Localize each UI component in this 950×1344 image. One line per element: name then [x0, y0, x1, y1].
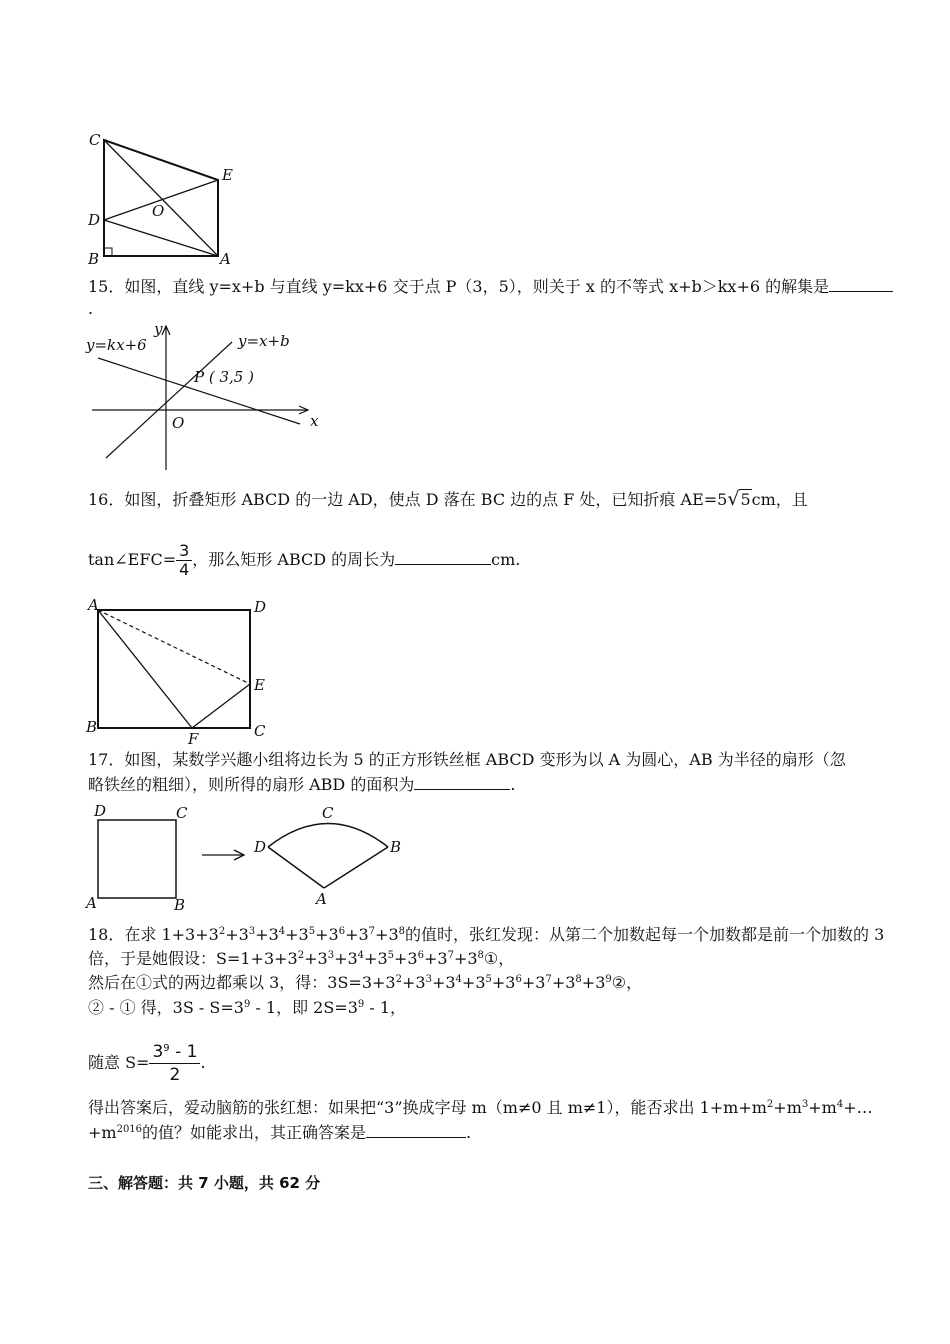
question-18-line4: ② - ① 得，$3S - S=3^9 - 1$，即 $2S=3^9 - 1$， [88, 998, 407, 1017]
q16-sqrt-radicand: 5 [740, 490, 751, 509]
q18-line6: 得出答案后，爱动脑筋的张红想：如果把“3”换成字母 m（m≠0 且 m≠1），能否求出 1+m+m [88, 1098, 767, 1117]
q16-unit: cm. [491, 550, 521, 569]
q18-fraction [149, 1041, 200, 1086]
question-18-line7 [88, 1122, 471, 1144]
fig16-label-f: F [188, 730, 199, 746]
q16-frac-den: 4 [179, 560, 190, 579]
q18-line3: 然后在①式的两边都乘以 3，得：3S=3+3 [88, 973, 396, 992]
q16-text-b: cm，且 [751, 490, 808, 509]
fig15-label-point: P ( 3,5 ) [194, 368, 254, 386]
fig14-label-a: A [220, 250, 231, 268]
q18-frac-den: 2 [169, 1065, 181, 1085]
q18-frac-num: $3^9 - 1$ [149, 1041, 200, 1064]
fig16-label-c: C [254, 722, 266, 740]
question-18-line3: 然后在①式的两边都乘以 3，得：$3S=3+3^2+3^3+3^4+3^5+3^6+3^7+3^8+3^9②$， [88, 973, 643, 992]
q18-end: . [466, 1123, 472, 1142]
q18-line7-b: 的值？如能求出，其正确答案是 [142, 1123, 367, 1142]
question-16-line1 [88, 488, 808, 511]
q15-text: 15．如图，直线 y=x+b 与直线 y=kx+6 交于点 P（3，5），则关于 x 的不等式 x+b＞kx+6 的解集是 [88, 277, 830, 296]
fig17-label-a: A [86, 894, 97, 912]
fig17-label-d2: D [254, 838, 267, 856]
q17-text: 略铁丝的粗细），则所得的扇形 ABD 的面积为 [88, 775, 415, 794]
question-18-line2: 倍，于是她假设：$S=1+3+3^2+3^3+3^4+3^5+3^6+3^7+3^8①$， [88, 949, 515, 968]
q16-text-c: ，那么矩形 ABCD 的周长为 [192, 550, 396, 569]
q18-answer-blank [366, 1123, 466, 1138]
q16-tan-label: tan∠EFC= [88, 550, 177, 569]
q15-end: . [88, 299, 94, 318]
fig17-label-c: C [176, 804, 188, 822]
fig17-label-c2: C [322, 804, 334, 822]
question-17-line2 [88, 774, 515, 796]
q16-frac-num: 3 [176, 542, 192, 561]
fig16-label-b: B [86, 718, 98, 736]
fig14-label-o: O [152, 202, 165, 220]
fig14-label-b: B [88, 250, 100, 268]
figure-q17 [84, 800, 414, 912]
fig14-label-d: D [88, 211, 101, 229]
question-18-line5: 随意 S= $\frac{3^9 - 1}{2}$ . [88, 1042, 206, 1085]
fig17-label-a2: A [316, 890, 327, 908]
fig15-label-y: y [154, 320, 163, 338]
q16-answer-blank [395, 550, 491, 565]
fig15-label-line1: y=kx+6 [86, 336, 147, 354]
fig14-label-c: C [89, 131, 101, 149]
fig16-label-d: D [254, 598, 267, 616]
q15-answer-blank [829, 277, 893, 292]
q17-end: . [510, 775, 516, 794]
fig15-label-o: O [172, 414, 185, 432]
figure-q14 [80, 128, 250, 268]
q18-line7-a: +m [88, 1123, 117, 1142]
question-15 [88, 276, 893, 298]
q18-line4-a: ② - ① 得，3S - S=3 [88, 998, 244, 1017]
fig17-label-d: D [94, 802, 107, 820]
fig14-label-e: E [222, 166, 233, 184]
figure-q15 [84, 320, 334, 472]
q17-answer-blank [414, 775, 510, 790]
figure-q16 [84, 598, 274, 746]
q18-line5: 随意 S= [88, 1053, 150, 1072]
fig15-label-line2: y=x+b [238, 332, 290, 350]
question-18-line1: 18．在求 $1+3+3^2+3^3+3^4+3^5+3^6+3^7+3^8$的值时，张红发现：从第二个加数起每一个加数都是前一个加数的 3 [88, 925, 885, 944]
section-3-heading: 三、解答题：共 7 小题，共 62 分 [88, 1174, 321, 1192]
question-16-line2 [88, 540, 520, 580]
q16-text-a: 16．如图，折叠矩形 ABCD 的一边 AD，使点 D 落在 BC 边的点 F 处，已知折痕 AE=5 [88, 490, 728, 509]
question-18-line6: 得出答案后，爱动脑筋的张红想：如果把“3”换成字母 m（m≠0 且 m≠1），能否求出 $1+m+m^2+m^3+m^4+\dots$ [88, 1098, 873, 1117]
q18-line1-prefix: 18．在求 1+3+3 [88, 925, 219, 944]
fig17-label-b2: B [390, 838, 402, 856]
q16-fraction [176, 542, 192, 579]
q18-line1-mid: 的值时，张红发现：从第二个加数起每一个加数都是前一个加数的 3 [405, 925, 885, 944]
question-17-line1: 17．如图，某数学兴趣小组将边长为 5 的正方形铁丝框 ABCD 变形为以 A 为圆心，AB 为半径的扇形（忽 [88, 750, 846, 769]
sqrt-symbol: √ [727, 488, 740, 510]
q18-line7-sup: 2016 [116, 1124, 143, 1135]
fig16-label-a: A [88, 598, 99, 614]
q18-line4-c: - 1， [364, 998, 407, 1017]
q18-line4-b: - 1，即 2S=3 [250, 998, 358, 1017]
fig16-label-e: E [254, 676, 265, 694]
fig17-label-b: B [174, 896, 186, 912]
q18-line2: 倍，于是她假设：S=1+3+3 [88, 949, 298, 968]
fig15-label-x: x [310, 412, 319, 430]
